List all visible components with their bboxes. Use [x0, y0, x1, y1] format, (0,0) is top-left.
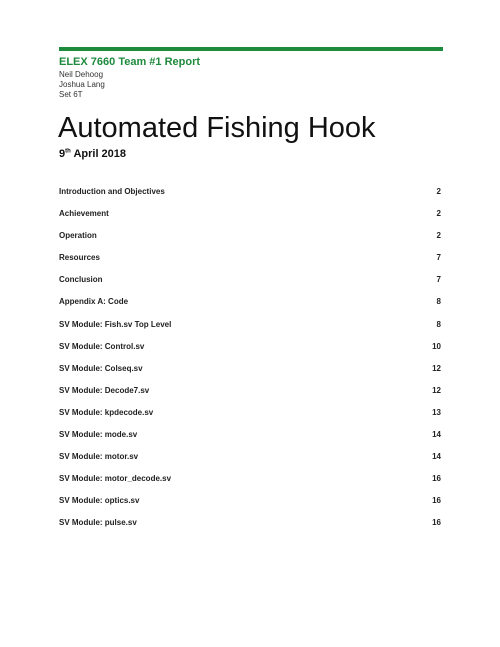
toc-entry-label[interactable]: SV Module: pulse.sv [59, 518, 137, 528]
toc-entry[interactable] [59, 452, 443, 474]
date-day: 9 [59, 148, 66, 160]
toc-entry[interactable] [59, 408, 443, 430]
toc-entry-page[interactable]: 16 [432, 474, 441, 484]
toc-entry[interactable] [59, 474, 443, 496]
toc-entry[interactable] [59, 386, 443, 408]
toc-entry-label[interactable]: Achievement [59, 209, 109, 219]
toc-entry-label[interactable]: SV Module: optics.sv [59, 496, 140, 506]
toc-entry-label[interactable]: Conclusion [59, 275, 103, 285]
toc-entry[interactable] [59, 209, 443, 231]
toc-entry-label[interactable]: SV Module: motor_decode.sv [59, 474, 172, 484]
toc-entry-page[interactable]: 10 [432, 341, 441, 351]
toc-entry[interactable] [59, 231, 443, 253]
toc-entry-label[interactable]: SV Module: mode.sv [59, 430, 138, 440]
toc-entry[interactable] [59, 496, 443, 518]
toc-entry-label[interactable]: SV Module: motor.sv [59, 452, 139, 462]
set-label: Set 6T [59, 90, 83, 99]
toc-entry-label[interactable]: Introduction and Objectives [59, 187, 165, 196]
toc-entry-page[interactable]: 2 [436, 231, 441, 241]
author-name: Neil Dehoog [59, 70, 104, 79]
header-accent-bar [59, 47, 443, 51]
date-rest: April 2018 [70, 148, 127, 160]
toc-entry-page[interactable]: 16 [432, 518, 441, 528]
toc-entry-page[interactable]: 12 [432, 385, 441, 395]
toc-entry[interactable] [59, 430, 443, 452]
toc-entry-page[interactable]: 7 [436, 275, 441, 285]
document-date [59, 148, 126, 160]
toc-entry-label[interactable]: Resources [59, 253, 100, 263]
toc-entry[interactable] [59, 275, 443, 297]
toc-entry-label[interactable]: Operation [59, 231, 97, 241]
toc-entry-page[interactable]: 13 [432, 407, 441, 417]
toc-entry-page[interactable]: 8 [436, 319, 441, 329]
toc-entry[interactable] [59, 320, 443, 342]
toc-entry[interactable] [59, 518, 443, 540]
date-suffix: th [65, 148, 71, 155]
toc-entry-page[interactable]: 7 [436, 253, 441, 263]
report-title: ELEX 7660 Team #1 Report [59, 56, 201, 68]
toc-entry[interactable] [59, 342, 443, 364]
toc-entry-label[interactable]: SV Module: Control.sv [59, 341, 145, 351]
toc-entry-label[interactable]: Appendix A: Code [59, 297, 129, 307]
toc-entry-page[interactable]: 2 [436, 209, 441, 219]
toc-entry-label[interactable]: SV Module: Colseq.sv [59, 363, 143, 373]
table-of-contents [59, 187, 443, 541]
toc-entry-page[interactable]: 8 [436, 297, 441, 307]
document-title: Automated Fishing Hook [58, 112, 376, 144]
toc-entry-label[interactable]: SV Module: Decode7.sv [59, 385, 150, 395]
toc-entry-page[interactable]: 2 [436, 187, 441, 196]
author-name: Joshua Lang [59, 80, 105, 89]
toc-entry-label[interactable]: SV Module: Fish.sv Top Level [59, 319, 172, 329]
toc-entry-page[interactable]: 14 [432, 430, 441, 440]
toc-entry[interactable] [59, 187, 443, 209]
toc-entry-label[interactable]: SV Module: kpdecode.sv [59, 407, 154, 417]
toc-entry[interactable] [59, 253, 443, 275]
toc-entry-page[interactable]: 16 [432, 496, 441, 506]
toc-entry-page[interactable]: 12 [432, 363, 441, 373]
toc-entry[interactable] [59, 364, 443, 386]
toc-entry[interactable] [59, 297, 443, 319]
toc-entry-page[interactable]: 14 [432, 452, 441, 462]
